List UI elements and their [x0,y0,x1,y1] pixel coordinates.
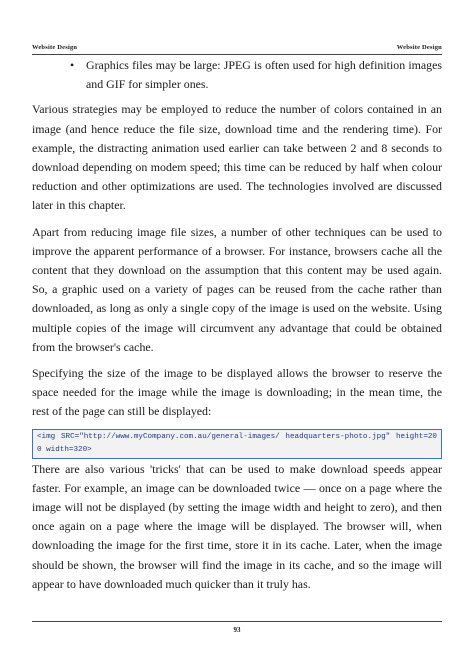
header-rule [32,54,442,55]
page-number: 93 [233,626,241,634]
bullet-dot-icon: • [70,58,75,72]
footer-rule [32,621,442,622]
bullet-text: Graphics files may be large: JPEG is often used for high definition images and GIF for simpler ones. [86,58,442,92]
code-snippet: <img SRC="http://www.myCompany.com.au/general-images/ headquarters-photo.jpg" height=200 width=320> [32,429,442,459]
running-header [32,44,442,54]
paragraph-size: Specifying the size of the image to be displayed allows the browser to reserve the space needed for the image while the image is downloading; in the mean time, the rest of the page can still be displayed: [32,366,442,419]
page-body [32,56,442,601]
header-right: Website Design [396,44,442,51]
header-left: Website Design [32,44,78,51]
paragraph-colors: Various strategies may be employed to reduce the number of colors contained in an image (and hence reduce the file size, download time and the rendering time). For example, the distracting animation used earlier can take between 2 and 8 seconds to download depending on modem speed; this time can be reduced by half when colour reduction and other optimizations are used. The technologies involved are discussed later in this chapter. [32,102,442,213]
paragraph-tricks: There are also various 'tricks' that can be used to make download speeds appear faster. For example, an image can be downloaded twice — once on a page where the image will not be displayed (by setting the image width and height to zero), and then once again on a page where the image will be displayed. The browser will, when downloading the image for the first time, store it in its cache. Later, when the image should be shown, the browser will find the image in its cache, and so the image will appear to have downloaded much quicker than it truly has. [32,461,442,591]
paragraph-cache: Apart from reducing image file sizes, a number of other techniques can be used to improve the apparent performance of a browser. For instance, browsers cache all the content that they download on the assumption that this content may be used again. So, a graphic used on a variety of pages can be reused from the cache rather than downloaded, as long as only a single copy of the image is used on the website. Using multiple copies of the image will circumvent any advantage that could be obtained from the browser's cache. [32,224,442,354]
bullet-item [32,56,442,94]
